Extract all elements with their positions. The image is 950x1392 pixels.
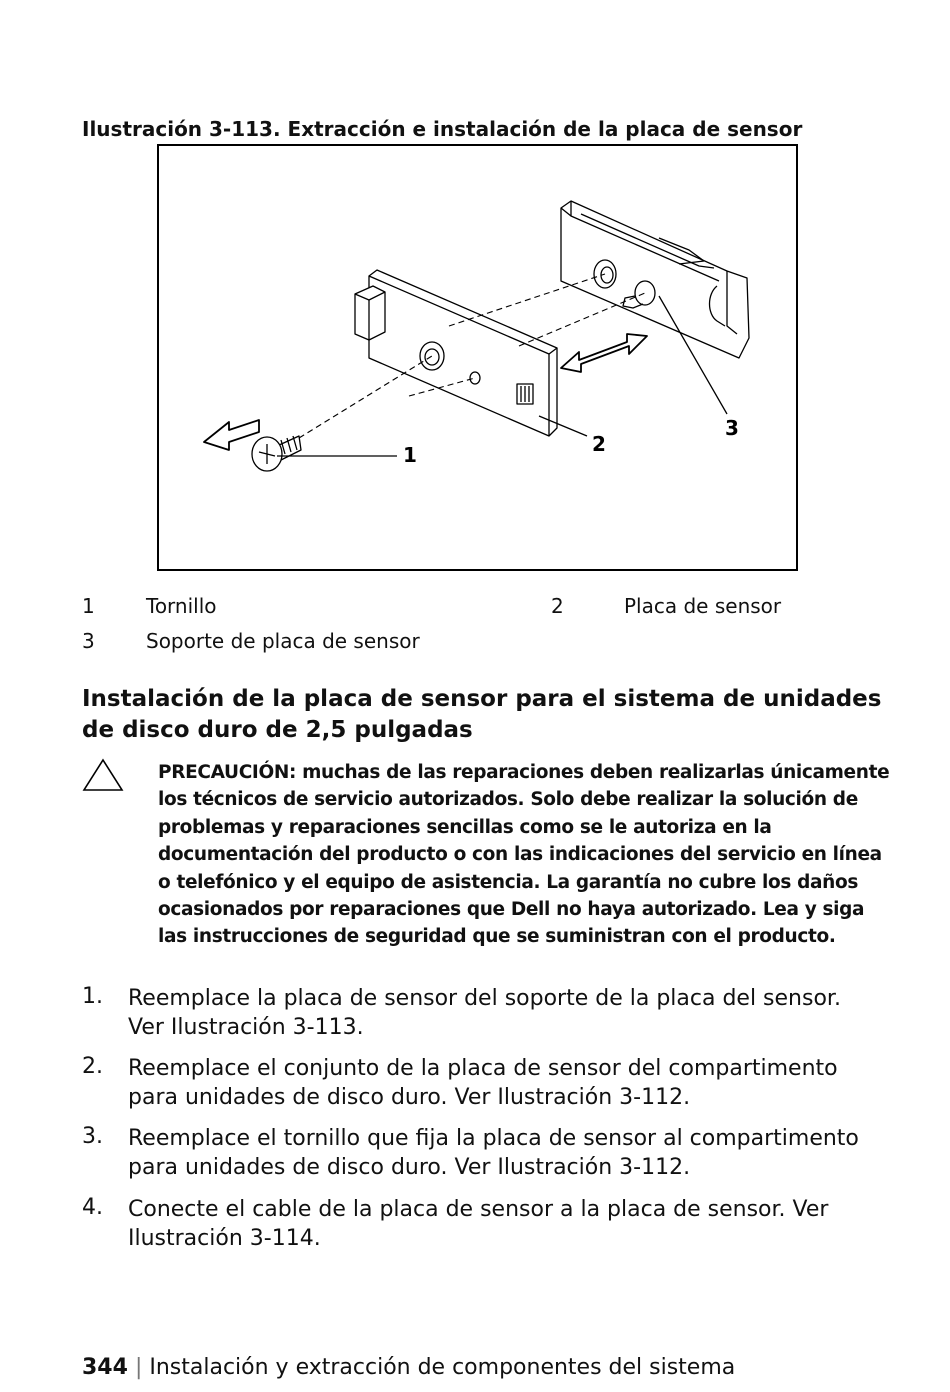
step-text	[128, 1124, 908, 1182]
step-line: para unidades de disco duro. Ver Ilustración 3-112.	[128, 1155, 691, 1180]
figure-illustration	[157, 144, 798, 571]
step-text	[128, 984, 908, 1042]
footer-title: Instalación y extracción de componentes del sistema	[149, 1355, 736, 1380]
caution-note	[158, 759, 928, 951]
caution-line: PRECAUCIÓN: muchas de las reparaciones deben realizarlas únicamente	[158, 762, 890, 783]
screw-drawing	[252, 436, 301, 471]
step-line: Conecte el cable de la placa de sensor a la placa de sensor. Ver	[128, 1197, 829, 1222]
step-number: 1.	[82, 984, 103, 1009]
callout-1: 1	[403, 443, 417, 467]
step-number: 4.	[82, 1195, 103, 1220]
caution-line: o telefónico y el equipo de asistencia. La garantía no cubre los daños	[158, 871, 858, 893]
step-text	[128, 1054, 908, 1112]
step-line: Reemplace el conjunto de la placa de sensor del compartimento	[128, 1056, 838, 1081]
caution-line: problemas y reparaciones sencillas como se le autoriza en la	[158, 816, 772, 838]
caution-line: ocasionados por reparaciones que Dell no haya autorizado. Lea y siga	[158, 899, 865, 921]
legend-number: 2	[551, 594, 564, 618]
section-title: Instalación de la placa de sensor para el sistema de unidades de disco duro de 2,5 pulgadas	[82, 686, 882, 743]
legend-label: Tornillo	[146, 594, 217, 618]
sensor-board-bracket-drawing	[561, 201, 749, 358]
step-line: Reemplace el tornillo que fija la placa de sensor al compartimento	[128, 1126, 859, 1151]
legend-label: Placa de sensor	[624, 594, 782, 618]
step-number: 2.	[82, 1054, 103, 1079]
page-number: 344	[82, 1355, 128, 1380]
step-number: 3.	[82, 1124, 103, 1149]
step-line: Ver Ilustración 3-113.	[128, 1015, 364, 1040]
step-line: para unidades de disco duro. Ver Ilustración 3-112.	[128, 1085, 691, 1110]
legend-label: Soporte de placa de sensor	[146, 629, 420, 653]
page-footer	[82, 1355, 735, 1380]
callout-2: 2	[592, 432, 606, 456]
step-line: Reemplace la placa de sensor del soporte de la placa del sensor.	[128, 986, 841, 1011]
caution-line: las instrucciones de seguridad que se suministran con el producto.	[158, 926, 836, 948]
double-arrow-icon	[561, 334, 647, 372]
removal-arrow-icon	[204, 420, 259, 450]
step-line: Ilustración 3-114.	[128, 1226, 321, 1251]
figure-caption: Ilustración 3-113. Extracción e instalación de la placa de sensor	[82, 117, 803, 141]
caution-line: los técnicos de servicio autorizados. Solo debe realizar la solución de	[158, 789, 858, 811]
step-text	[128, 1195, 908, 1253]
caution-line: documentación del producto o con las indicaciones del servicio en línea	[158, 844, 882, 866]
sensor-board-drawing	[355, 270, 557, 436]
legend-number: 3	[82, 629, 95, 653]
legend-number: 1	[82, 594, 95, 618]
callout-3: 3	[725, 416, 739, 440]
caution-triangle-icon	[82, 758, 124, 796]
sensor-board-diagram	[159, 146, 796, 569]
footer-separator: |	[134, 1355, 143, 1380]
